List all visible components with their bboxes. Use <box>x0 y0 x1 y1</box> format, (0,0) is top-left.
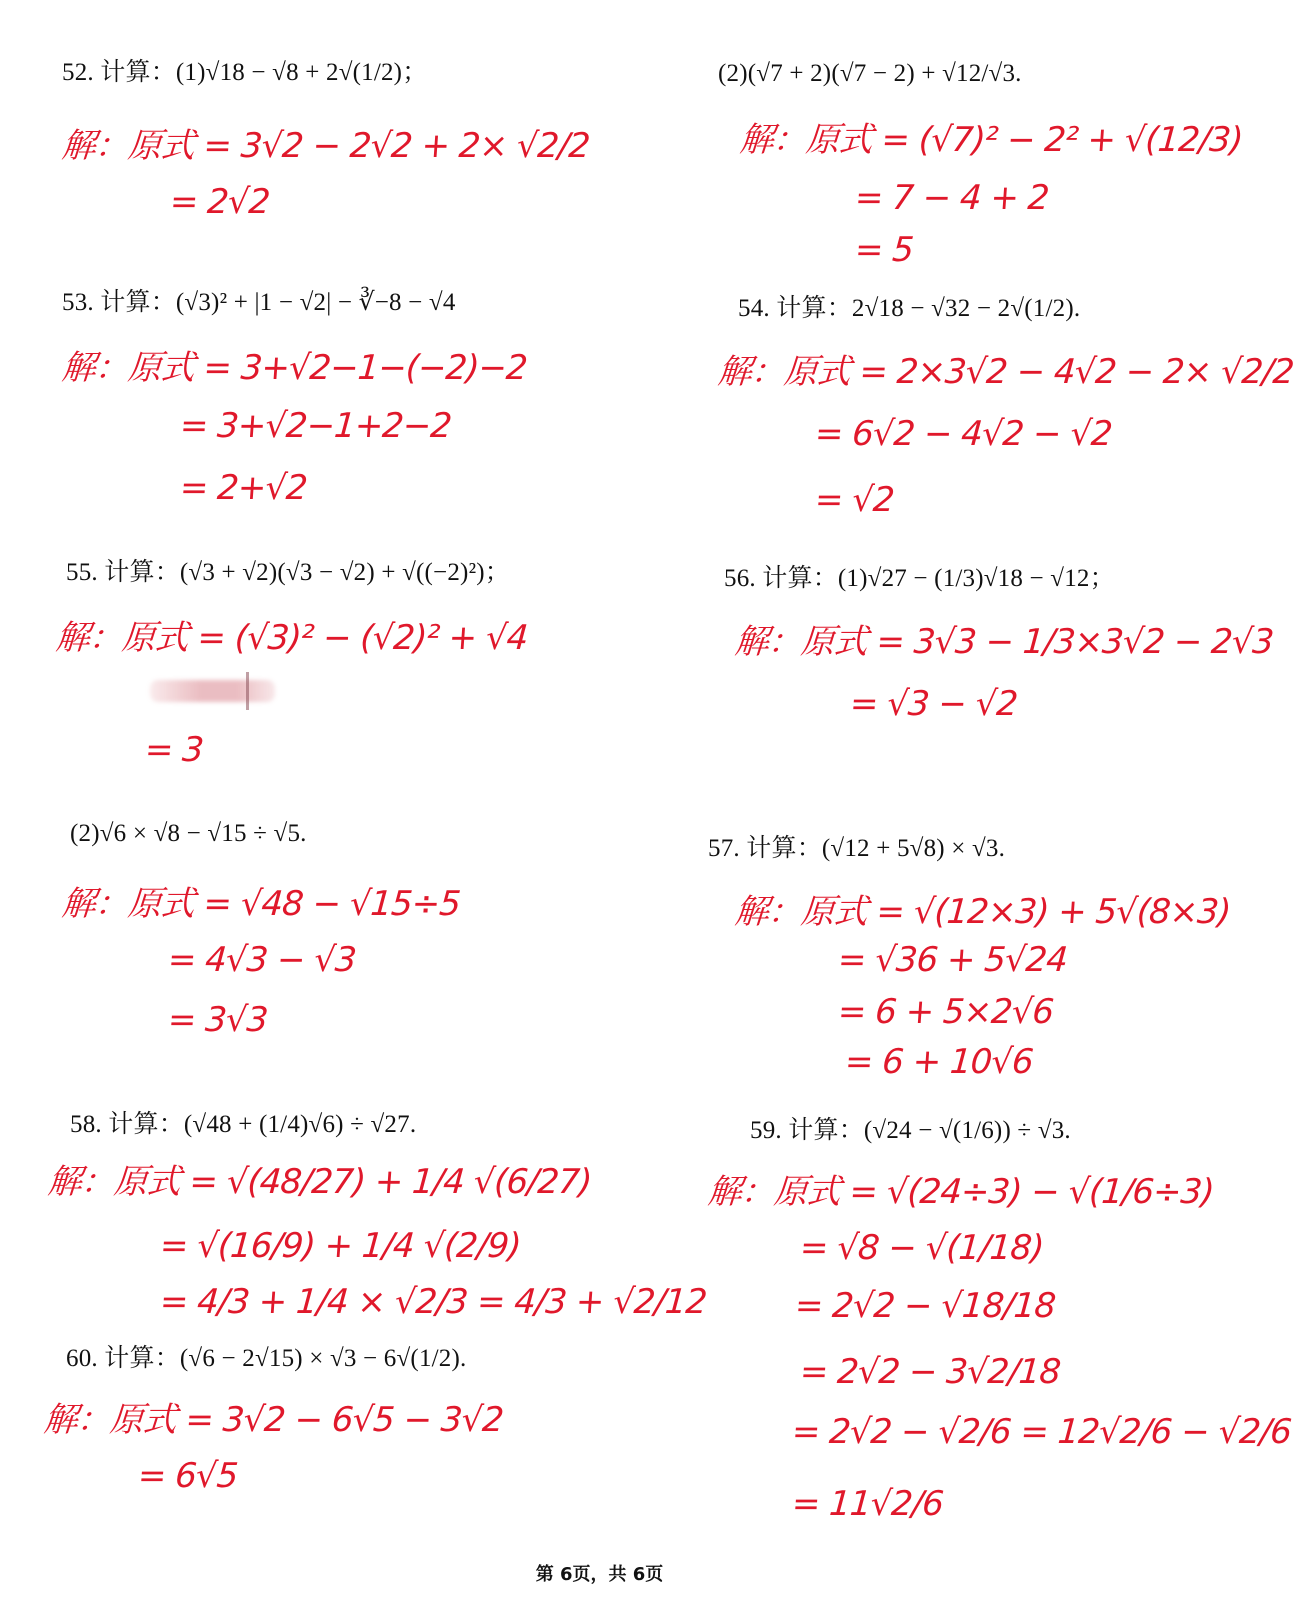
problem-59: 59. 计算：(√24 − √(1/6)) ÷ √3. <box>750 1117 1071 1144</box>
solution-52-2-line-1: 解：原式 = (√7)² − 2² + √(12/3) <box>738 120 1244 160</box>
solution-57-line-2: = √36 + 5√24 <box>836 940 1069 980</box>
solution-57-line-1: 解：原式 = √(12×3) + 5√(8×3) <box>733 892 1232 932</box>
problem-54: 54. 计算：2√18 − √32 − 2√(1/2). <box>738 295 1081 322</box>
solution-55-line-1: 解：原式 = (√3)² − (√2)² + √4 <box>54 618 529 658</box>
solution-57-line-3: = 6 + 5×2√6 <box>836 992 1055 1032</box>
solution-54-line-1: 解：原式 = 2×3√2 − 4√2 − 2× √2/2 <box>716 352 1295 392</box>
solution-52-2-line-3: = 5 <box>853 230 915 270</box>
solution-55-2-line-1: 解：原式 = √48 − √15÷5 <box>60 884 462 924</box>
solution-58-line-1: 解：原式 = √(48/27) + 1/4 √(6/27) <box>46 1162 593 1202</box>
solution-53-line-3: = 2+√2 <box>178 468 309 508</box>
solution-60-line-2: = 6√5 <box>136 1456 239 1496</box>
solution-59-line-3: = 2√2 − √18/18 <box>793 1286 1057 1326</box>
solution-56-line-2: = √3 − √2 <box>848 684 1019 724</box>
problem-55: 55. 计算：(√3 + √2)(√3 − √2) + √((−2)²)； <box>66 559 510 586</box>
solution-59-line-2: = √8 − √(1/18) <box>798 1228 1045 1268</box>
solution-56-line-1: 解：原式 = 3√3 − 1/3×3√2 − 2√3 <box>733 622 1275 662</box>
solution-59-line-5: = 2√2 − √2/6 = 12√2/6 − √2/6 <box>790 1412 1293 1452</box>
solution-57-line-4: = 6 + 10√6 <box>843 1042 1034 1082</box>
solution-53-line-1: 解：原式 = 3+√2−1−(−2)−2 <box>60 348 529 388</box>
smudge-mark-bar <box>246 672 249 710</box>
problem-57: 57. 计算：(√12 + 5√8) × √3. <box>708 835 1006 862</box>
page-footer: 第 6页，共 6页 <box>535 1564 664 1585</box>
problem-52-2: (2)(√7 + 2)(√7 − 2) + √12/√3. <box>718 60 1022 87</box>
problem-55-2: (2)√6 × √8 − √15 ÷ √5. <box>70 820 307 847</box>
solution-58-line-3: = 4/3 + 1/4 × √2/3 = 4/3 + √2/12 <box>158 1282 708 1322</box>
problem-56: 56. 计算：(1)√27 − (1/3)√18 − √12； <box>724 565 1115 592</box>
solution-54-line-2: = 6√2 − 4√2 − √2 <box>813 414 1114 454</box>
solution-54-line-3: = √2 <box>813 480 895 520</box>
problem-52-1: 52. 计算：(1)√18 − √8 + 2√(1/2)； <box>62 59 428 86</box>
solution-59-line-4: = 2√2 − 3√2/18 <box>798 1352 1062 1392</box>
problem-53: 53. 计算：(√3)² + |1 − √2| − ∛−8 − √4 <box>62 289 456 316</box>
problem-58: 58. 计算：(√48 + (1/4)√6) ÷ √27. <box>70 1111 417 1138</box>
solution-58-line-2: = √(16/9) + 1/4 √(2/9) <box>158 1226 522 1266</box>
solution-60-line-1: 解：原式 = 3√2 − 6√5 − 3√2 <box>42 1400 505 1440</box>
solution-53-line-2: = 3+√2−1+2−2 <box>178 406 453 446</box>
solution-59-line-1: 解：原式 = √(24÷3) − √(1/6÷3) <box>706 1172 1215 1212</box>
solution-55-2-line-3: = 3√3 <box>166 1000 269 1040</box>
solution-52-1-line-2: = 2√2 <box>168 182 271 222</box>
solution-52-2-line-2: = 7 − 4 + 2 <box>853 178 1050 218</box>
problem-60: 60. 计算：(√6 − 2√15) × √3 − 6√(1/2). <box>66 1345 467 1372</box>
solution-55-2-line-2: = 4√3 − √3 <box>166 940 358 980</box>
solution-55-line-2: = 3 <box>143 730 205 770</box>
solution-52-1-line-1: 解：原式 = 3√2 − 2√2 + 2× √2/2 <box>60 126 591 166</box>
smudge-mark <box>150 680 275 702</box>
solution-59-line-6: = 11√2/6 <box>790 1484 945 1524</box>
